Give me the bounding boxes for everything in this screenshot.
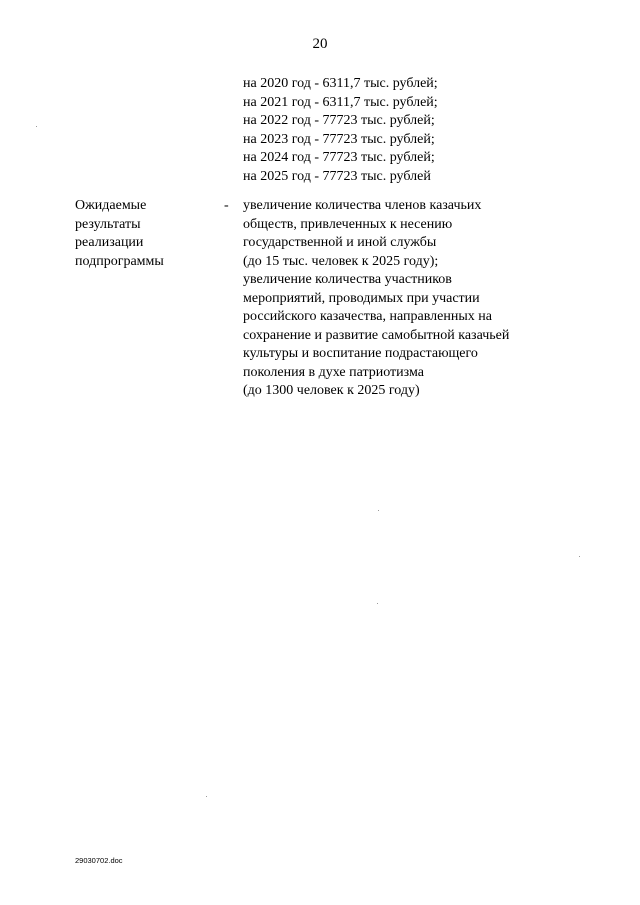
scan-speck — [378, 510, 379, 511]
expected-results-label-line: реализации — [75, 235, 144, 250]
scan-speck — [36, 126, 37, 127]
funding-line-2021: на 2021 год - 6311,7 тыс. рублей; — [243, 94, 438, 110]
funding-line-2024: на 2024 год - 77723 тыс. рублей; — [243, 150, 435, 165]
expected-results-line: увеличение количества членов казачьих — [243, 198, 482, 213]
expected-results-line: поколения в духе патриотизма — [243, 364, 424, 380]
funding-line-2022: на 2022 год - 77723 тыс. рублей; — [243, 113, 435, 128]
expected-results-line: мероприятий, проводимых при участии — [243, 290, 480, 306]
scan-speck — [377, 603, 378, 604]
label-separator-dash: - — [224, 198, 229, 213]
funding-line-2025: на 2025 год - 77723 тыс. рублей — [243, 168, 431, 184]
funding-line-2023: на 2023 год - 77723 тыс. рублей; — [243, 131, 435, 147]
scan-speck — [206, 796, 207, 797]
funding-line-2020: на 2020 год - 6311,7 тыс. рублей; — [243, 76, 438, 91]
expected-results-line: (до 1300 человек к 2025 году) — [243, 383, 420, 398]
page-number: 20 — [312, 36, 328, 52]
expected-results-label-line: Ожидаемые — [75, 198, 147, 213]
expected-results-line: сохранение и развитие самобытной казачьей — [243, 327, 510, 343]
expected-results-line: государственной и иной службы — [243, 235, 437, 250]
expected-results-line: обществ, привлеченных к несению — [243, 216, 453, 232]
expected-results-label-line: подпрограммы — [75, 253, 164, 269]
expected-results-line: культуры и воспитание подрастающего — [243, 346, 478, 361]
expected-results-line: увеличение количества участников — [243, 272, 452, 287]
expected-results-line: (до 15 тыс. человек к 2025 году); — [243, 253, 439, 269]
expected-results-label-line: результаты — [75, 216, 141, 232]
expected-results-line: российского казачества, направленных на — [243, 309, 492, 324]
funding-by-year-list — [243, 75, 438, 186]
expected-results-label — [75, 197, 215, 271]
expected-results-text — [243, 197, 509, 401]
footer-file-name: 29030702.doc — [75, 856, 123, 865]
scan-speck — [579, 556, 580, 557]
